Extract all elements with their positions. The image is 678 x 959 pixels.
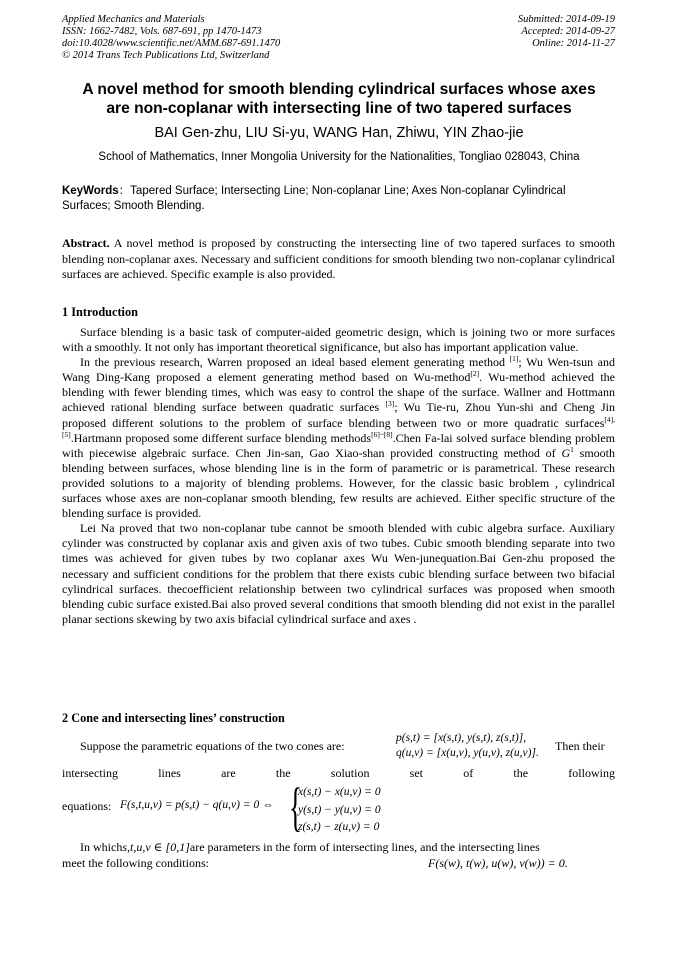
text-run: meet the following conditions:	[62, 855, 209, 870]
condition-equation: F(s(w), t(w), u(w), v(w)) = 0.	[428, 856, 568, 870]
text-run: smooth blending between surfaces, whose blending line is in the form of parametric or is parametrical. These research provided solutions to a majority of blending problems. However, for the classic basic broblem , cylindrical surfaces whose axes are non-coplanar smooth blending, few results are achieved. Either specific structure of the blending surface is provided.	[62, 445, 615, 521]
word: intersecting	[62, 766, 118, 780]
equation-F: F(s,t,u,v) = p(s,t) − q(u,v) = 0 ⇔	[120, 799, 274, 811]
word: following	[568, 766, 615, 780]
text-run: .Chen Fa-lai solved surface blending problem with piecewise algebraic surface. Chen Jin-san, Gao Xiao-shan provided constructing method of	[62, 430, 615, 460]
math-superscript: 1	[570, 444, 574, 454]
intersect-line	[62, 766, 615, 781]
abstract-text: A novel method is proposed by constructing the intersecting line of two tapered surfaces to smooth blending non-coplanar axes. Necessary and sufficient conditions for smooth blending two non-coplanar cylindrical surfaces are achieved. Specific example is also provided.	[62, 236, 615, 281]
system-eq-x: x(s,t) − x(u,v) = 0	[298, 786, 381, 798]
text-run: .Hartmann proposed some different surface blending methods	[70, 430, 372, 445]
copyright-line: © 2014 Trans Tech Publications Ltd, Switzerland	[62, 50, 270, 61]
title-line-2: are non-coplanar with intersecting line of two tapered surfaces	[106, 100, 572, 117]
section-heading-cone: 2 Cone and intersecting lines’ construction	[62, 711, 285, 725]
citation-ref: [1]	[509, 354, 519, 364]
text-run: are parameters in the form of intersecting lines, and the intersecting lines	[189, 840, 540, 854]
equation-q: q(u,v) = [x(u,v), y(u,v), z(u,v)].	[396, 747, 539, 759]
text-run: ; Wu Tie-ru, Zhou Yun-shi and Cheng Jin proposed different solutions to the problem of surface blending between two or more quadratic surfaces	[62, 400, 616, 430]
journal-header-left	[62, 14, 280, 62]
keywords-separator: ：	[118, 185, 131, 197]
journal-header-right	[518, 14, 615, 50]
text-run: In the previous research, Warren proposed an ideal based element generating method	[80, 355, 510, 370]
system-eq-y: y(s,t) − y(u,v) = 0	[298, 803, 381, 816]
keywords-text: Tapered Surface; Intersecting Line; Non-coplanar Line; Axes Non-coplanar Cylindrical Surfaces; Smooth Blending.	[62, 185, 566, 212]
word: set	[409, 766, 424, 780]
issn-line: ISSN: 1662-7482, Vols. 687-691, pp 1470-1473	[62, 26, 262, 37]
word: the	[513, 766, 529, 780]
online-date: Online: 2014-11-27	[532, 38, 615, 49]
parameter-variables: s,t,u,v ∈ [0,1]	[122, 840, 190, 854]
citation-ref: [2]	[470, 369, 480, 379]
section-heading-introduction: 1 Introduction	[62, 305, 138, 319]
paper-title	[40, 80, 638, 118]
authors: BAI Gen-zhu, LIU Si-yu, WANG Han, Zhiwu, YIN Zhao-jie	[154, 125, 524, 141]
cone-intro-text: Suppose the parametric equations of the two cones are:	[80, 739, 345, 753]
intro-paragraph-3: Lei Na proved that two non-coplanar tube cannot be smooth blended with cubic algebra surface. Auxiliary cylinder was constructed by coplanar axis and given axis of two tubes. Cubic smooth blending separate into two times was achieved for given tubes by two coplanar axes Wu Wen-junequation.Bai Gen-zhu proposed the necessary and sufficient conditions for the problem that there exists cubic blending surface between two bifacial cylindrical surfaces. thecoefficient relationship between two cylindrical surfaces was proposed when smooth blending cubic surface existed.Bai also proved several conditions that smooth blending did not exist in the parallel planar sections skewing by two axis bifacial cylindrical surface and axes .	[62, 521, 615, 626]
intro-paragraph-1: Surface blending is a basic task of computer-aided geometric design, which is joining two or more surfaces with a smoothly. It not only has important theoretical significance, but also has important application value.	[62, 325, 615, 355]
keywords-label: KeyWords	[62, 185, 119, 197]
citation-ref: [6]~[8]	[371, 429, 393, 439]
equation-system	[298, 784, 381, 837]
then-text: Then their	[555, 739, 605, 753]
abstract-label: Abstract.	[62, 236, 110, 250]
math-symbol-g: G	[561, 445, 571, 460]
text-run: In which	[80, 840, 123, 854]
word: are	[221, 766, 236, 780]
citation-ref: [3]	[385, 399, 395, 409]
left-brace-symbol: {	[289, 777, 302, 837]
intro-paragraph-2	[62, 355, 615, 521]
equations-label: equations:	[62, 799, 112, 813]
word: lines	[158, 766, 181, 780]
submitted-date: Submitted: 2014-09-19	[517, 14, 615, 25]
accepted-date: Accepted: 2014-09-27	[521, 26, 615, 37]
word: the	[275, 766, 291, 780]
journal-name: Applied Mechanics and Materials	[62, 14, 205, 25]
word: solution	[330, 766, 370, 780]
word: of	[463, 766, 474, 780]
keywords	[62, 184, 617, 214]
equation-p: p(s,t) = [x(s,t), y(s,t), z(s,t)],	[396, 732, 527, 744]
text-run: ; Wu Wen-tsun and Wang Ding-Kang proposed a element generating method based on Wu-method	[62, 355, 616, 385]
doi-line: doi:10.4028/www.scientific.net/AMM.687-691.1470	[62, 38, 281, 49]
introduction-body	[62, 325, 615, 627]
citation-ref: [4], [5]	[62, 414, 615, 439]
cone-equations	[396, 731, 539, 761]
title-line-1: A novel method for smooth blending cylindrical surfaces whose axes	[82, 81, 596, 98]
text-run: . Wu-method achieved the blending with fewer blending times, which was easy to control the shape of the surface. Wallner and Hottmann achieved rational blending surface between quadratic surfaces	[62, 370, 616, 415]
affiliation: School of Mathematics, Inner Mongolia University for the Nationalities, Tongliao 028043, China	[98, 151, 580, 163]
system-eq-z: z(s,t) − z(u,v) = 0	[298, 821, 380, 833]
abstract	[62, 236, 615, 283]
